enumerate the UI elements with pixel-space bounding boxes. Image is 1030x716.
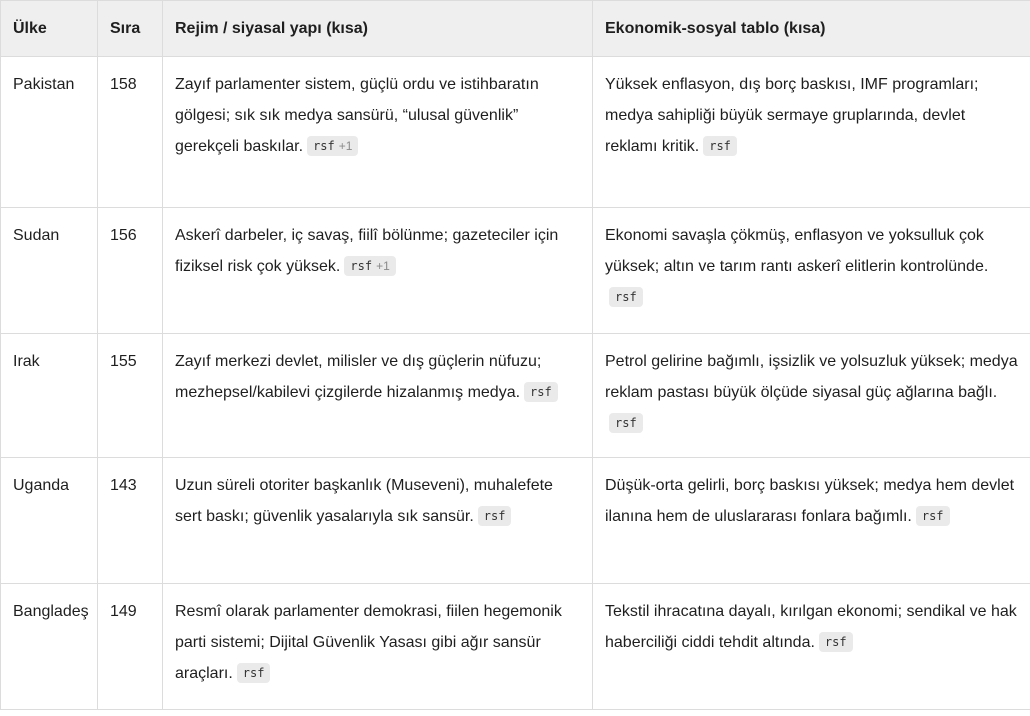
citation-chip[interactable] bbox=[703, 136, 737, 156]
citation-source: rsf bbox=[483, 509, 506, 523]
cell-country: Irak bbox=[1, 334, 98, 458]
table-row bbox=[1, 57, 1030, 208]
header-rank: Sıra bbox=[98, 1, 163, 57]
table-row bbox=[1, 208, 1030, 334]
header-economy: Ekonomik-sosyal tablo (kısa) bbox=[593, 1, 1030, 57]
economy-text: Petrol gelirine bağımlı, işsizlik ve yolsuzluk yüksek; medya reklam pastası büyük ölçüde siyasal güç ağlarına bağlı. bbox=[605, 353, 1018, 401]
citation-source: rsf bbox=[350, 259, 373, 273]
citation-chip[interactable] bbox=[524, 382, 558, 402]
cell-regime bbox=[163, 334, 593, 458]
citation-source: rsf bbox=[313, 139, 335, 153]
citation-chip[interactable] bbox=[609, 287, 643, 307]
cell-country: Bangladeş bbox=[1, 584, 98, 710]
regime-text: Resmî olarak parlamenter demokrasi, fiilen hegemonik parti sistemi; Dijital Güvenlik Yasası gibi ağır sansür araçları. bbox=[175, 603, 562, 682]
table-row bbox=[1, 458, 1030, 584]
economy-text: Ekonomi savaşla çökmüş, enflasyon ve yoksulluk çok yüksek; altın ve tarım rantı askerî elitlerin kontrolünde. bbox=[605, 227, 989, 275]
citation-chip[interactable] bbox=[478, 506, 512, 526]
citation-source: rsf bbox=[709, 139, 731, 153]
cell-rank: 156 bbox=[98, 208, 163, 334]
regime-text: Zayıf merkezi devlet, milisler ve dış güçlerin nüfuzu; mezhepsel/kabilevi çizgilerde hizalanmış medya. bbox=[175, 353, 542, 401]
citation-more-count: +1 bbox=[376, 259, 390, 273]
citation-source: rsf bbox=[824, 635, 847, 649]
economy-text: Tekstil ihracatına dayalı, kırılgan ekonomi; sendikal ve hak haberciliği ciddi tehdit altında. bbox=[605, 603, 1017, 651]
header-country: Ülke bbox=[1, 1, 98, 57]
cell-economy bbox=[593, 458, 1030, 584]
cell-rank: 143 bbox=[98, 458, 163, 584]
cell-economy bbox=[593, 57, 1030, 208]
cell-regime bbox=[163, 584, 593, 710]
economy-text: Yüksek enflasyon, dış borç baskısı, IMF programları; medya sahipliği büyük sermaye gruplarında, devlet reklamı kritik. bbox=[605, 76, 979, 155]
regime-text: Askerî darbeler, iç savaş, fiilî bölünme; gazeteciler için fiziksel risk çok yüksek. bbox=[175, 227, 559, 275]
cell-economy bbox=[593, 334, 1030, 458]
regime-text: Zayıf parlamenter sistem, güçlü ordu ve istihbaratın gölgesi; sık sık medya sansürü, “ulusal güvenlik” gerekçeli baskılar. bbox=[175, 76, 539, 155]
cell-rank: 149 bbox=[98, 584, 163, 710]
citation-more-count: +1 bbox=[338, 139, 353, 153]
citation-chip[interactable] bbox=[237, 663, 271, 683]
cell-economy bbox=[593, 584, 1030, 710]
citation-source: rsf bbox=[242, 666, 265, 680]
cell-rank: 158 bbox=[98, 57, 163, 208]
header-row bbox=[1, 1, 1030, 57]
citation-chip[interactable] bbox=[916, 506, 950, 526]
citation-chip[interactable] bbox=[344, 256, 395, 276]
citation-chip[interactable] bbox=[609, 413, 643, 433]
cell-country: Pakistan bbox=[1, 57, 98, 208]
citation-source: rsf bbox=[530, 385, 552, 399]
cell-regime bbox=[163, 458, 593, 584]
cell-economy bbox=[593, 208, 1030, 334]
table-header bbox=[1, 1, 1030, 57]
header-regime: Rejim / siyasal yapı (kısa) bbox=[163, 1, 593, 57]
citation-source: rsf bbox=[615, 290, 637, 304]
cell-country: Uganda bbox=[1, 458, 98, 584]
cell-rank: 155 bbox=[98, 334, 163, 458]
citation-chip[interactable] bbox=[307, 136, 358, 156]
table-row bbox=[1, 584, 1030, 710]
table-row bbox=[1, 334, 1030, 458]
regime-text: Uzun süreli otoriter başkanlık (Museveni), muhalefete sert baskı; güvenlik yasalarıyla sık sansür. bbox=[175, 477, 553, 525]
cell-country: Sudan bbox=[1, 208, 98, 334]
citation-source: rsf bbox=[615, 416, 637, 430]
cell-regime bbox=[163, 57, 593, 208]
economy-text: Düşük-orta gelirli, borç baskısı yüksek; medya hem devlet ilanına hem de uluslararası fonlara bağımlı. bbox=[605, 477, 1015, 525]
table-body bbox=[1, 57, 1030, 710]
citation-source: rsf bbox=[921, 509, 944, 523]
citation-chip[interactable] bbox=[819, 632, 853, 652]
cell-regime bbox=[163, 208, 593, 334]
